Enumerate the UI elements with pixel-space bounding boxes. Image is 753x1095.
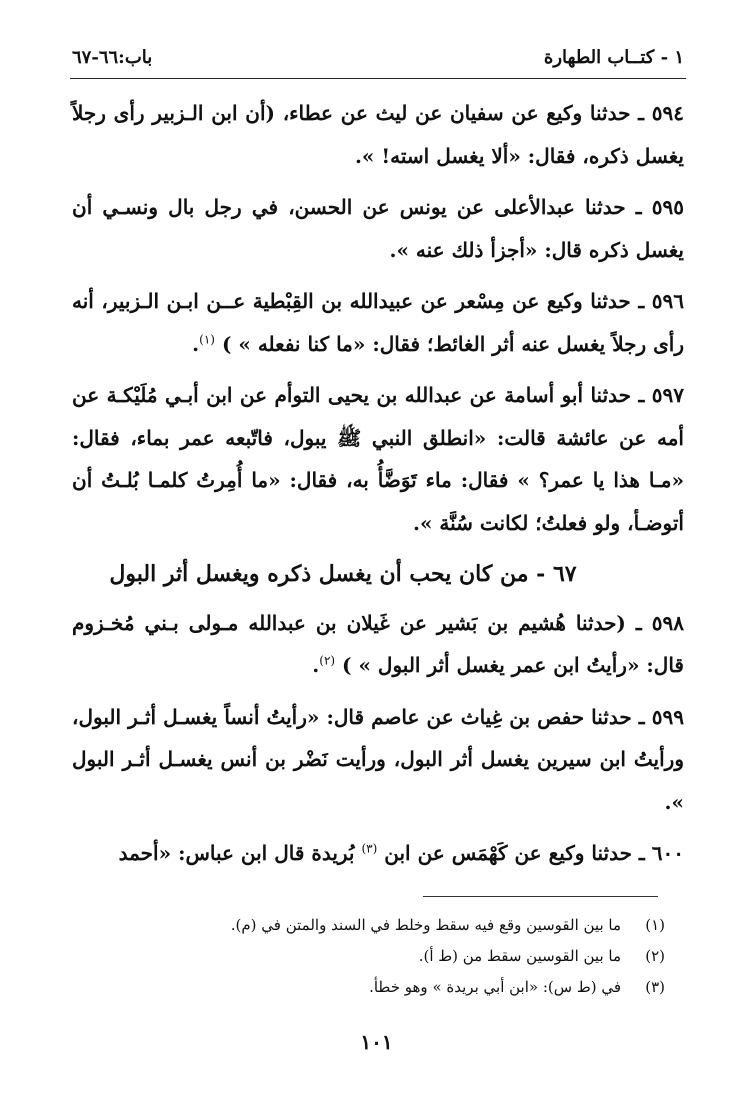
hadith-text: ـ (حدثنا هُشيم بن بَشير عن غَيلان بن عبدالله مـولى بـني مُخـزوم قال: «رأيتُ ابن عمر يغسل أثر البول » ) [72,610,684,677]
footnote-rule [423,896,658,897]
hadith-number: ٥٩٦ [651,289,684,313]
hadith-paragraph [72,186,684,271]
book-title: ١ - كتــاب الطهارة [543,46,684,68]
page-number: ١٠١ [360,1030,393,1054]
hadith-paragraph [72,602,684,687]
footnote-ref[interactable]: (٢) [319,653,336,668]
hadith-number: ٥٩٧ [651,383,685,407]
footnote-mark: (٣) [645,978,665,996]
section-heading: ٦٧ - من كان يحب أن يغسل ذكره ويغسل أثر البول [109,561,577,587]
hadith-text-end: . [192,331,200,356]
footnote-mark: (١) [645,916,665,934]
hadith-text: ـ حدثنا حفص بن غِياث عن عاصم قال: «رأيتُ أنساً يغسـل أثـر البول، ورأيتُ ابن سيرين يغسل أثر البول، ورأيت نَضْر بن أنس يغسـل أثـر البول ». [72,704,684,814]
hadith-number: ٥٩٩ [651,704,684,729]
footnote-ref[interactable]: (١) [199,331,215,346]
footnote-text: ما بين القوسين وقع فيه سقط وخلط في السند والمتن في (م). [230,916,621,934]
footnote [105,910,665,941]
hadith-number: ٥٩٥ [651,195,685,219]
hadith-paragraph [72,280,684,365]
hadith-paragraph [72,92,684,177]
hadith-number: ٥٩٨ [651,610,684,635]
hadith-paragraph [72,374,684,544]
footnote-text: في (ط س): «ابن أبي بريدة » وهو خطأ. [369,978,621,996]
body-text [72,92,684,875]
header-rule [70,78,686,79]
hadith-number: ٦٠٠ [651,841,684,865]
footnote-mark: (٢) [645,947,665,965]
hadith-text: ـ حدثنا أبو أسامة عن عبدالله بن يحيى التوأم عن ابن أبـي مُلَيْكـة عن أمه عن عائشة قالت: «انطلق النبي ﷺ يبول، فاتّبعه عمر بماء، فقال: «مـا هذا يا عمر؟ » فقال: ماء تَوَضَّأُ به، فقال: «ما أُمِرتُ كلمـا بُلـتُ أن أتوضـأ، ولو فعلتُ؛ لكانت سُنَّة ». [72,383,684,535]
hadith-text-end: . [312,653,320,677]
hadith-paragraph [72,696,684,824]
footnote-ref[interactable]: (٣) [361,841,378,856]
chapter-range: باب:٦٦-٦٧ [72,46,153,68]
hadith-text: ـ حدثنا وكيع عن كَهْمَس عن ابن [384,841,645,865]
running-head [72,42,684,72]
hadith-paragraph [72,832,684,875]
footnote-text: ما بين القوسين سقط من (ط أ). [418,947,621,965]
hadith-text-end: بُريدة قال ابن عباس: «أحمد [118,841,362,865]
footnote [105,941,665,972]
hadith-text: ـ حدثنا وكيع عن سفيان عن ليث عن عطاء، (أن ابن الـزبير رأى رجلاً يغسل ذكره، فقال: «ألا يغسل استه! ». [72,101,684,168]
hadith-number: ٥٩٤ [651,101,684,125]
hadith-text: ـ حدثنا وكيع عن مِسْعر عن عبيدالله بن القِبْطية عــن ابـن الـزبير، أنه رأى رجلاً يغسل عنه أثر الغائط؛ فقال: «ما كنا نفعله » ) [72,289,684,356]
hadith-text: ـ حدثنا عبدالأعلى عن يونس عن الحسن، في رجل بال ونسـي أن يغسل ذكره قال: «أجزأ ذلك عنه ». [72,195,684,262]
footnotes [105,910,665,1003]
footnote [105,972,665,1003]
